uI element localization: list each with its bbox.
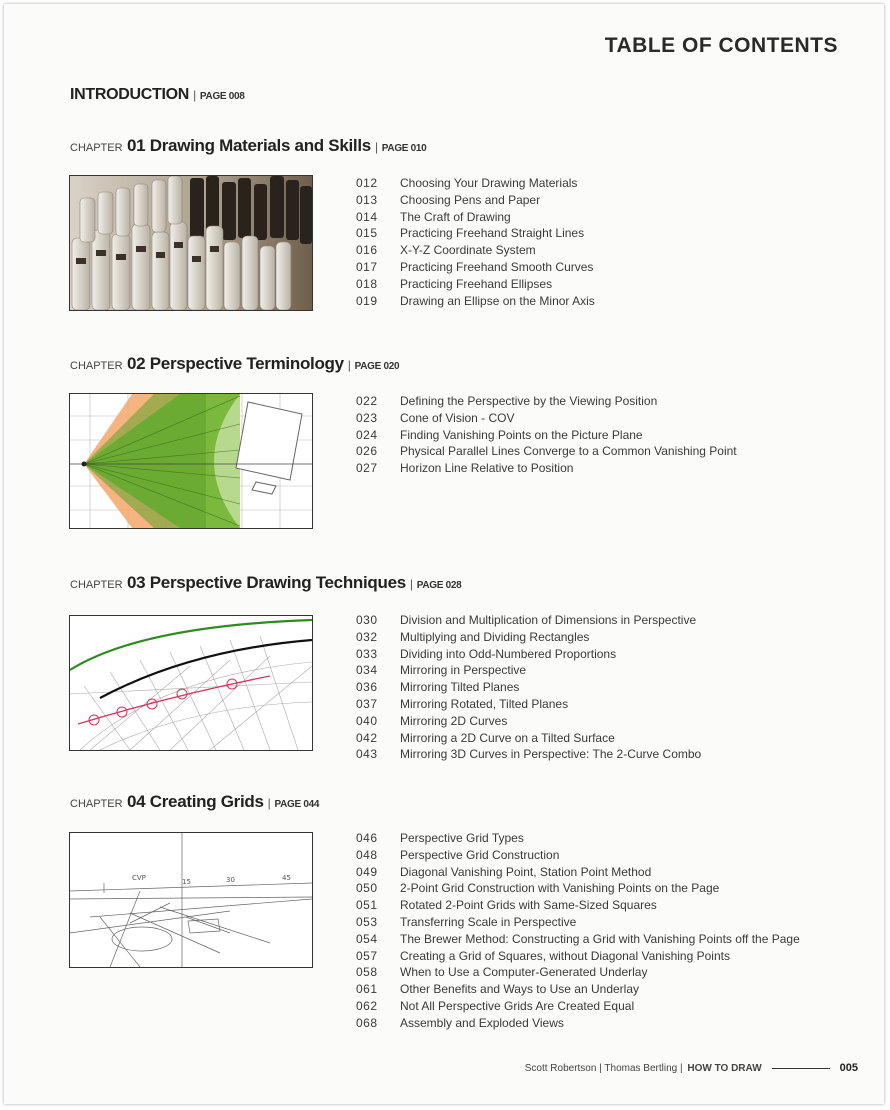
chapter-name: Perspective Terminology <box>149 354 344 373</box>
toc-entry[interactable]: 017 Practicing Freehand Smooth Curves <box>356 259 594 274</box>
chapter-prefix: CHAPTER <box>70 142 123 154</box>
chapter-01-heading[interactable] <box>70 136 426 156</box>
sketch-label-cvp: CVP <box>132 874 146 882</box>
introduction-heading[interactable] <box>70 86 245 104</box>
chapter-number: 01 <box>127 136 146 155</box>
chapter-04-entries <box>356 830 800 1032</box>
chapter-page: PAGE 010 <box>381 143 427 154</box>
introduction-label: INTRODUCTION <box>70 86 190 103</box>
document-page <box>4 4 884 1104</box>
toc-entry[interactable]: 024 Finding Vanishing Points on the Picture Plane <box>356 427 643 442</box>
toc-entry[interactable]: 046 Perspective Grid Types <box>356 831 524 845</box>
toc-entry[interactable]: 012 Choosing Your Drawing Materials <box>356 176 578 190</box>
toc-entry[interactable]: 037 Mirroring Rotated, Tilted Planes <box>356 696 569 711</box>
toc-entry[interactable]: 032 Multiplying and Dividing Rectangles <box>356 629 590 644</box>
chapter-03-image-mirroring-curves <box>69 615 313 751</box>
chapter-prefix: CHAPTER <box>70 798 123 810</box>
toc-entry[interactable]: 014 The Craft of Drawing <box>356 209 511 224</box>
chapter-02-image-cone-of-vision <box>69 393 313 529</box>
toc-entry[interactable]: 023 Cone of Vision - COV <box>356 410 515 425</box>
chapter-number: 02 <box>127 354 146 373</box>
chapter-04-image-grid-sketch <box>69 832 313 968</box>
toc-entry[interactable]: 043 Mirroring 3D Curves in Perspective: The 2-Curve Combo <box>356 747 702 762</box>
chapter-prefix: CHAPTER <box>70 579 123 591</box>
toc-entry[interactable]: 051 Rotated 2-Point Grids with Same-Sized Squares <box>356 898 657 913</box>
chapter-page: PAGE 028 <box>416 580 462 591</box>
footer-rule <box>772 1068 830 1069</box>
chapter-number: 03 <box>127 573 146 592</box>
toc-entry[interactable]: 040 Mirroring 2D Curves <box>356 713 508 728</box>
toc-entry[interactable]: 054 The Brewer Method: Constructing a Grid with Vanishing Points off the Page <box>356 931 800 946</box>
toc-entry[interactable]: 057 Creating a Grid of Squares, without Diagonal Vanishing Points <box>356 948 730 963</box>
toc-entry[interactable]: 018 Practicing Freehand Ellipses <box>356 276 553 291</box>
toc-entry[interactable]: 022 Defining the Perspective by the Viewing Position <box>356 394 658 408</box>
sketch-label-15: 15 <box>182 878 191 886</box>
toc-entry[interactable]: 048 Perspective Grid Construction <box>356 847 560 862</box>
chapter-page: PAGE 020 <box>354 361 400 372</box>
page-number: 005 <box>839 1062 858 1074</box>
chapter-name: Drawing Materials and Skills <box>149 136 371 155</box>
toc-entry[interactable]: 049 Diagonal Vanishing Point, Station Point Method <box>356 864 652 879</box>
page-title: TABLE OF CONTENTS <box>604 34 838 57</box>
chapter-page: PAGE 044 <box>274 799 320 810</box>
toc-entry[interactable]: 033 Dividing into Odd-Numbered Proportions <box>356 646 617 661</box>
chapter-03-entries <box>356 612 701 763</box>
introduction-page: PAGE 008 <box>199 91 245 102</box>
toc-entry[interactable]: 068 Assembly and Exploded Views <box>356 1015 564 1030</box>
chapter-04-heading[interactable] <box>70 792 319 812</box>
toc-entry[interactable]: 027 Horizon Line Relative to Position <box>356 461 574 476</box>
toc-entry[interactable]: 013 Choosing Pens and Paper <box>356 192 541 207</box>
chapter-prefix: CHAPTER <box>70 360 123 372</box>
chapter-01-entries <box>356 175 595 309</box>
chapter-number: 04 <box>127 792 146 811</box>
toc-entry[interactable]: 034 Mirroring in Perspective <box>356 663 527 678</box>
sketch-label-30: 30 <box>226 876 235 884</box>
toc-entry[interactable]: 030 Division and Multiplication of Dimensions in Perspective <box>356 613 697 627</box>
chapter-name: Creating Grids <box>149 792 264 811</box>
page-footer <box>525 1062 858 1074</box>
sketch-label-45: 45 <box>282 874 291 882</box>
toc-entry[interactable]: 058 When to Use a Computer-Generated Underlay <box>356 965 648 980</box>
toc-entry[interactable]: 019 Drawing an Ellipse on the Minor Axis <box>356 293 595 308</box>
chapter-02-heading[interactable] <box>70 354 399 374</box>
chapter-name: Perspective Drawing Techniques <box>149 573 406 592</box>
footer-authors: Scott Robertson | Thomas Bertling | <box>524 1062 683 1074</box>
chapter-02-entries <box>356 393 737 477</box>
separator: | <box>267 796 271 810</box>
separator: | <box>409 577 413 591</box>
toc-entry[interactable]: 050 2-Point Grid Construction with Vanishing Points on the Page <box>356 881 720 896</box>
toc-entry[interactable]: 042 Mirroring a 2D Curve on a Tilted Surface <box>356 730 615 745</box>
toc-entry[interactable]: 062 Not All Perspective Grids Are Created Equal <box>356 998 635 1013</box>
toc-entry[interactable]: 026 Physical Parallel Lines Converge to a Common Vanishing Point <box>356 444 737 459</box>
toc-entry[interactable]: 053 Transferring Scale in Perspective <box>356 914 577 929</box>
footer-book-title: HOW TO DRAW <box>687 1062 762 1074</box>
toc-entry[interactable]: 061 Other Benefits and Ways to Use an Underlay <box>356 982 640 997</box>
toc-entry[interactable]: 036 Mirroring Tilted Planes <box>356 680 520 695</box>
toc-entry[interactable]: 016 X-Y-Z Coordinate System <box>356 243 536 258</box>
separator: | <box>347 358 351 372</box>
chapter-03-heading[interactable] <box>70 573 461 593</box>
separator: | <box>374 140 378 154</box>
chapter-01-image-markers <box>69 175 313 311</box>
separator: | <box>193 88 196 102</box>
toc-entry[interactable]: 015 Practicing Freehand Straight Lines <box>356 226 585 241</box>
